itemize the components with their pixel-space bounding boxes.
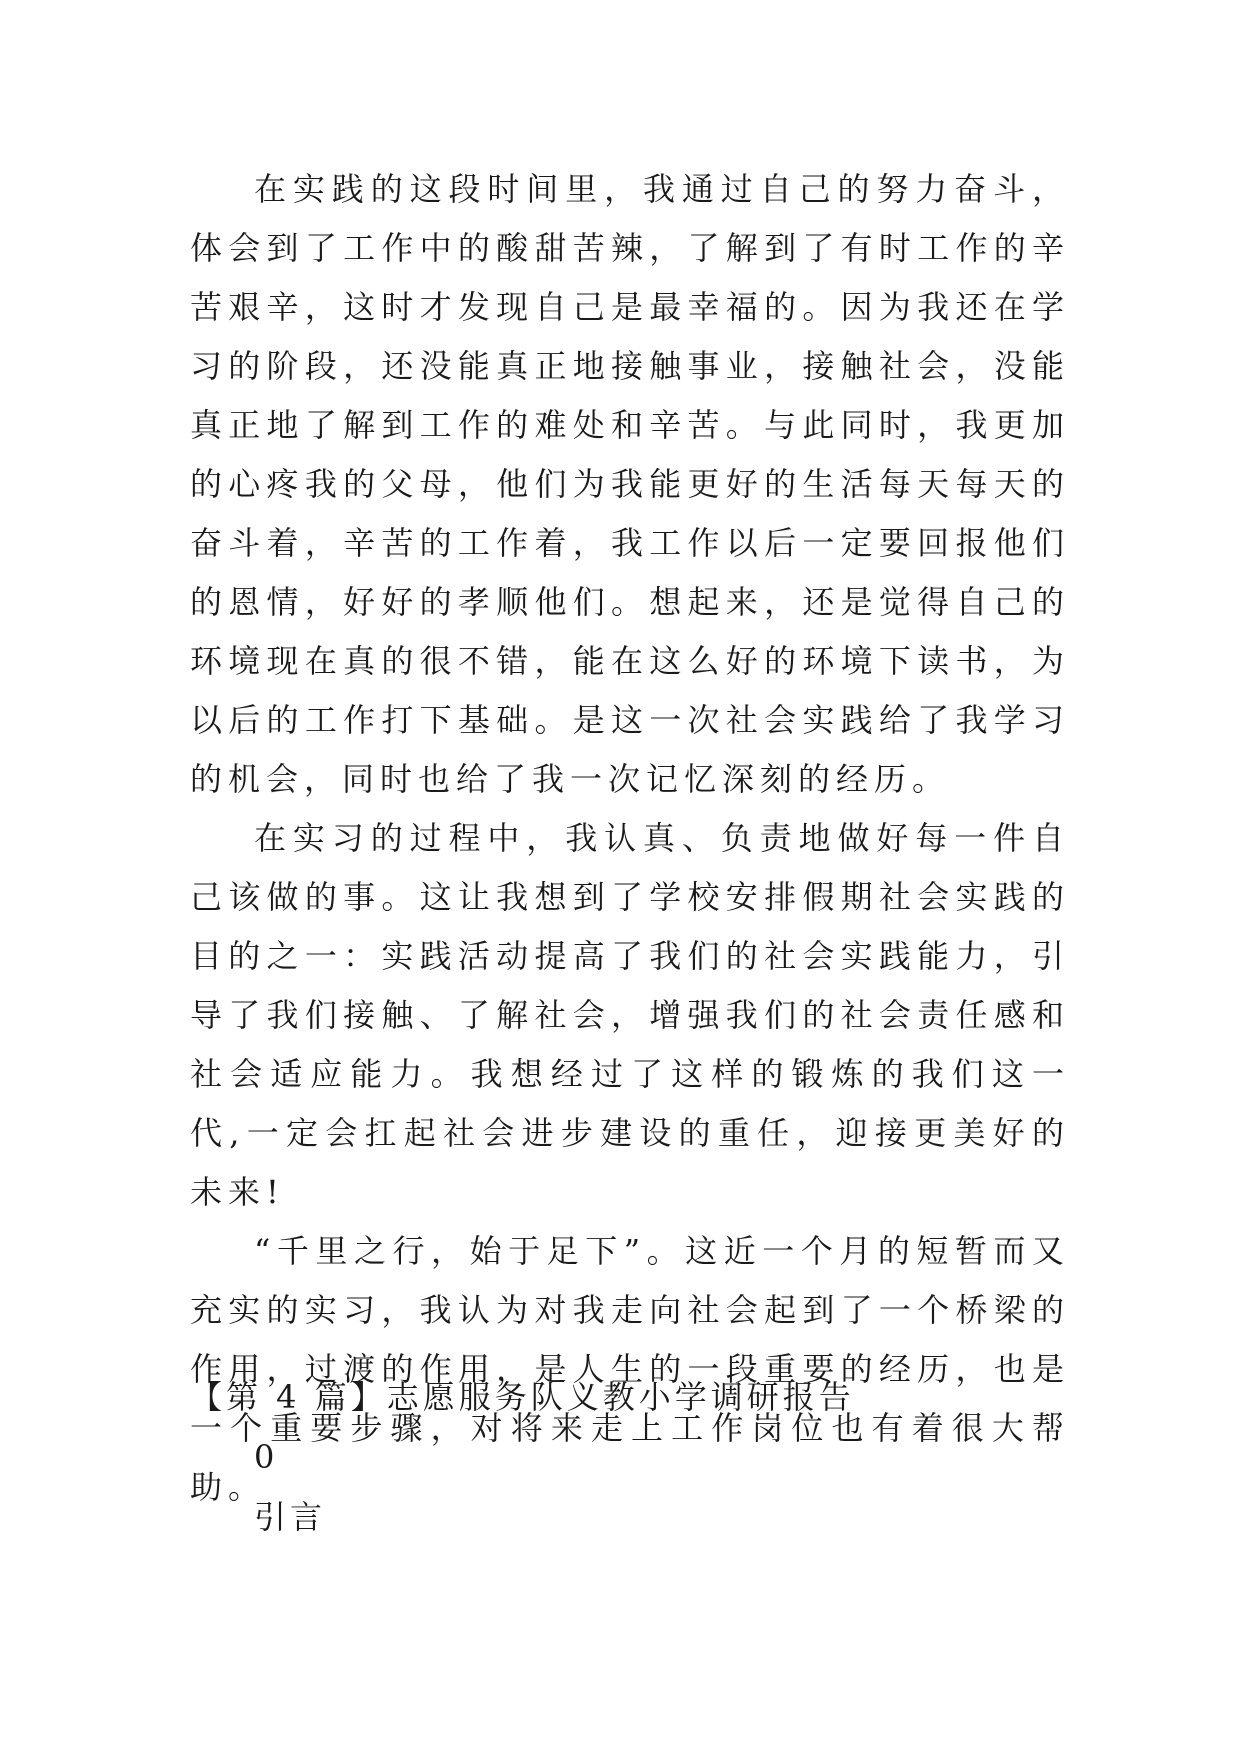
document-body xyxy=(190,160,1070,1517)
section-number: 0 xyxy=(254,1438,279,1476)
section-title: 【第 4 篇】志愿服务队义教小学调研报告 xyxy=(190,1378,855,1416)
paragraph-2: 在实习的过程中，我认真、负责地做好每一件自己该做的事。这让我想到了学校安排假期社会实践的目的之一：实践活动提高了我们的社会实践能力，引导了我们接触、了解社会，增强我们的社会责任感和社会适应能力。我想经过了这样的锻炼的我们这一代,一定会扛起社会进步建设的重任，迎接更美好的未来! xyxy=(190,819,1070,1211)
paragraph-1: 在实践的这段时间里，我通过自己的努力奋斗，体会到了工作中的酸甜苦辣，了解到了有时工作的辛苦艰辛，这时才发现自己是最幸福的。因为我还在学习的阶段，还没能真正地接触事业，接触社会，没能真正地了解到工作的难处和辛苦。与此同时，我更加的心疼我的父母，他们为我能更好的生活每天每天的奋斗着，辛苦的工作着，我工作以后一定要回报他们的恩情，好好的孝顺他们。想起来，还是觉得自己的环境现在真的很不错，能在这么好的环境下读书，为以后的工作打下基础。是这一次社会实践给了我学习的机会，同时也给了我一次记忆深刻的经历。 xyxy=(190,170,1070,798)
section-heading: 引言 xyxy=(254,1498,327,1536)
paragraph-3: “千里之行，始于足下”。这近一个月的短暂而又充实的实习，我认为对我走向社会起到了一个桥梁的作用，过渡的作用，是人生的一段重要的经历，也是一个重要步骤，对将来走上工作岗位也有着很大帮助。 xyxy=(190,1232,1070,1506)
